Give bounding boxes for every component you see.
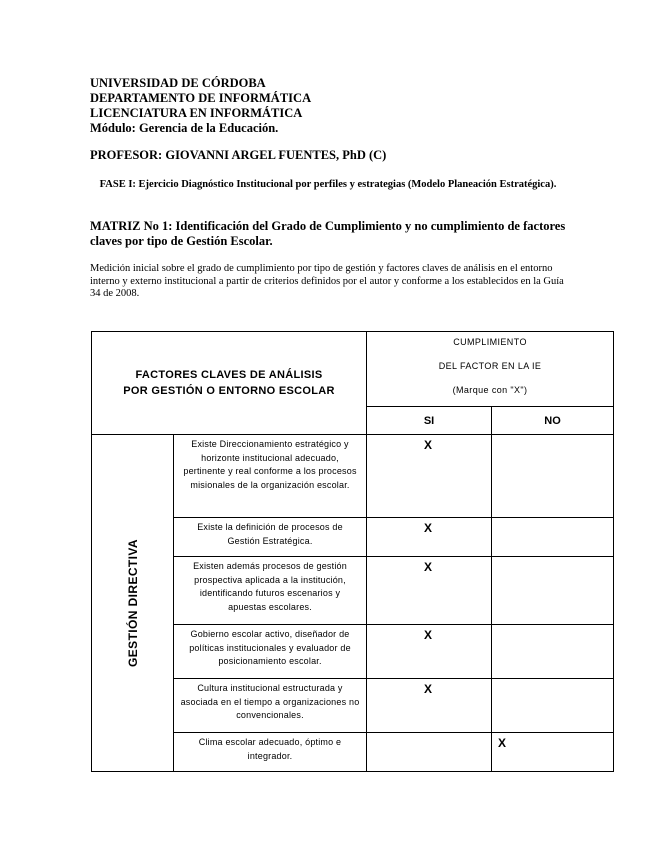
si-mark: X [424, 560, 433, 574]
si-cell[interactable] [367, 557, 492, 625]
department-name: DEPARTAMENTO DE INFORMÁTICA [90, 91, 312, 105]
si-cell[interactable] [367, 679, 492, 733]
si-mark: X [424, 682, 433, 696]
factor-cell: Existe la definición de procesos de Gestión Estratégica. [174, 518, 367, 557]
document-header [90, 76, 570, 136]
university-name: UNIVERSIDAD DE CÓRDOBA [90, 76, 266, 90]
si-cell[interactable] [367, 518, 492, 557]
matrix-table [91, 331, 614, 772]
factor-cell: Existe Direccionamiento estratégico y horizonte institucional adecuado, pertinente y real conforme a los procesos misionales de la organización escolar. [174, 435, 367, 518]
col-si-header: SI [367, 407, 492, 435]
factor-cell: Cultura institucional estructurada y asociada en el tiempo a organizaciones no convencionales. [174, 679, 367, 733]
no-cell[interactable] [492, 435, 614, 518]
table-row [92, 435, 614, 518]
professor-line: PROFESOR: GIOVANNI ARGEL FUENTES, PhD (C) [90, 148, 387, 162]
matriz-title: MATRIZ No 1: Identificación del Grado de Cumplimiento y no cumplimiento de factores claves por tipo de Gestión Escolar. [90, 219, 566, 248]
si-cell[interactable] [367, 733, 492, 772]
medicion-paragraph: Medición inicial sobre el grado de cumplimiento por tipo de gestión y factores claves de análisis en el entorno interno y externo institucional a partir de criterios definidos por el autor y conforme a los establecidos en la Guía 34 de 2008. [90, 263, 564, 299]
no-cell[interactable] [492, 557, 614, 625]
factores-header-text: FACTORES CLAVES DE ANÁLISIS POR GESTIÓN O ENTORNO ESCOLAR [123, 369, 335, 397]
factores-header-cell [92, 332, 367, 435]
si-cell[interactable] [367, 625, 492, 679]
no-mark: X [498, 736, 507, 750]
no-cell[interactable] [492, 625, 614, 679]
fase-title: FASE I: Ejercicio Diagnóstico Institucional por perfiles y estrategias (Modelo Planeación Estratégica). [99, 179, 557, 190]
cumplimiento-line-2: DEL FACTOR EN LA IE [438, 361, 542, 371]
program-name: LICENCIATURA EN INFORMÁTICA [90, 106, 303, 120]
cumplimiento-line-1: CUMPLIMIENTO [453, 337, 527, 347]
module-name: Módulo: Gerencia de la Educación. [90, 121, 279, 135]
si-cell[interactable] [367, 435, 492, 518]
factor-cell: Clima escolar adecuado, óptimo e integrador. [174, 733, 367, 772]
si-mark: X [424, 628, 433, 642]
si-mark: X [424, 438, 433, 452]
factor-cell: Gobierno escolar activo, diseñador de políticas institucionales y evaluador de posicionamiento escolar. [174, 625, 367, 679]
col-no-header: NO [492, 407, 614, 435]
group-label: GESTIÓN DIRECTIVA [125, 539, 140, 667]
si-mark: X [424, 521, 433, 535]
factor-cell: Existen además procesos de gestión prospectiva aplicada a la institución, identificando futuros escenarios y apuestas escolares. [174, 557, 367, 625]
group-label-cell [92, 435, 174, 772]
cumplimiento-line-3: (Marque con "X") [452, 385, 528, 395]
cumplimiento-header-cell [367, 332, 614, 407]
no-cell[interactable] [492, 679, 614, 733]
no-cell[interactable] [492, 733, 614, 772]
no-cell[interactable] [492, 518, 614, 557]
